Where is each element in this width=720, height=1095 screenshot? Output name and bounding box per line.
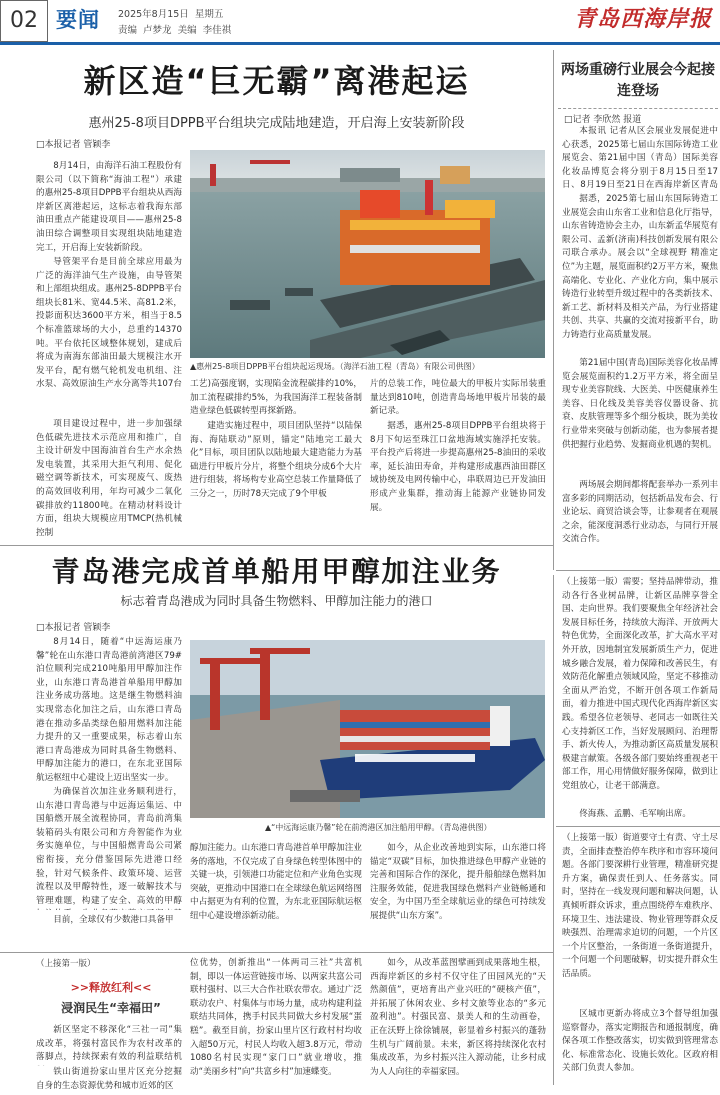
port-para-1: 8月14日，随着“中远海运康乃馨”轮在山东港口青岛港前湾港区79#泊位顺利完成210吨船用甲醇加注作业，山东港口青岛港首单船用甲醇加注业务成功落地。这是继生物燃料油实现常态化加注之后，山东港口青岛港在推动多品类绿色船用燃料加注能力提升的又一重要成果，标志着山东港口青岛港成为同时具备生物燃料、甲醇加注能力的港口，在东北亚国际航运枢纽中心建设上迈出坚实一步。 <box>36 637 182 783</box>
lead-para-5: 建造实施过程中，项目团队坚持“以陆保海、海陆联动”原则，锚定“陆地完工最大化”目标，项目团队以陆地最大建造能力为基础进行甲板片分片，将整个组块分成6个大片进行组装，将场构专业高空总装工作量降低了三分之一，历时78天完成了9个甲板 <box>190 421 362 499</box>
section-name: 要闻 <box>56 8 100 32</box>
expo-para-2: 据悉，2025第七届山东国际铸造工业展览会由山东省工业和信息化厅指导，山东省铸造协会主办，山东新孟华展览有限公司、孟新(济南)科技创新发展有限公司联合承办。展会以“全球视野 精准定位”为主题，展览面积约2万平方米，聚焦高端化、专业化、产业化方向，集中展示铸造行业转型升级过程中的各类新技术、新工艺、新材料及相关产品，为行业搭建共创、共享、共赢的交流对接新平台，助力铸造行业高质量发展。 <box>562 194 718 340</box>
page-number: 02 <box>0 0 48 42</box>
port-photo-caption: ▲“中远海运康乃馨”轮在前湾港区加注船用甲醇。（青岛港供图） <box>265 823 492 832</box>
lead-headline: 新区造“巨无霸”离港起运 <box>83 62 470 100</box>
staff-line <box>118 22 231 36</box>
port-para-5: 如今，从企业改善地到实际，山东港口将锚定“双碳”目标，加快推进绿色甲醇产业链的完善和国际合作的深化，提升船舶绿色燃料加注服务效能，促进我国绿色燃料产业链畅通和安全，为中国乃至全球航运业的绿色可持续发展提供“山东方案”。 <box>370 843 546 921</box>
bottom-para-2: 铁山街道扮家山里片区充分挖掘自身的生态资源优势和城市近郊的区 <box>36 1067 182 1091</box>
bottom-para-3: 位优势，创新推出“一体两司三社”共富机制，即以一体运营链接市场、以两家共富公司联村强村、以三大合作社联农带农。通过广泛联动农户、村集体与市场力量，成功构建利益联结共同体，携手村民共同做大乡村发展“蛋糕”。截至目前，扮家山里片区行政村村均收入超50万元，村民人均收入超3.8万元，带动1080名村民实现“家门口”就业增收，推动“美丽乡村”向“共富乡村”加速蝶变。 <box>190 958 362 1077</box>
lead-para-3: 项目建设过程中，进一步加强绿色低碳先进技术示范应用和推广，自主设计研发中国海油首台生产水余热发电装置，其采用大拒气利用、促化磁空调等新技术，可实现废气、废热的高效回收利用，年均可减少二氧化碳排放约11800吨。在精动材料设计方面，组块大规模应用TMCP(热机械控制 <box>36 419 182 538</box>
designer-name: 李佳祺 <box>202 25 232 36</box>
ship-photo <box>190 640 545 818</box>
port-para-2: 为确保首次加注业务顺利进行，山东港口青岛港与中远海运集运、中国船燃开展全流程协同，青岛前湾集装箱码头有限公司和方舟智能作为业务实施单位，与中国船燃青岛公司紧密衔接，充分借鉴国际先进港口经验，针对气候条件、政策环境、运营流程以及甲醇特性，逐一破解技术与管理难题，构建了安全、高效的甲醇 <box>36 787 182 906</box>
lead-para-2: 导管架平台是目前全球应用最为广泛的海洋油气生产设施，由导管架和上部组块组成。惠州25-8DPPB平台组块长81米、宽44.5米、高81.2米，投影面积达3600平方米，相当于8.5个标准篮球场的大小，总重约14370吨。平台依托区域整体规划，建成后将成为南海东部油田最大规模注水开发平台，配有燃气轮机发电机组、注水泵、高效原油生产水分离等共107台 <box>36 257 182 390</box>
divider <box>0 545 553 546</box>
bottom-title-box <box>36 957 186 1023</box>
continued-story-2: （上接第一版）街道要守土有责、守土尽责，全面排查整治停车秩序和市容环境问题。各部门要深耕行业管理，精准研究提升方案，确保责任到人、任务落实。同时，坚持在一线发现问题和解决问题，认真倾听群众诉求，重点围绕停车难秩序、环境卫生、违法建设、物业管理等群众反映强烈、治理需求迫切的问题，一个片区一个片区整治，一条街道一条街道提升，一个问题一个问题破解，切实提升群众生活品质。 <box>562 833 718 979</box>
editor-name: 卢梦龙 <box>143 25 172 36</box>
expo-headline: 两场重磅行业展会今起接连登场 <box>561 62 715 99</box>
divider <box>556 570 720 571</box>
expo-para-4: 两场展会期间都将配套举办一系列丰富多彩的同期活动，包括新品发布会、行业论坛、商贸洽谈会等，让参观者在观展之余，能深度洞悉行业动态，与同行开展交流合作。 <box>562 480 718 545</box>
port-subheadline: 标志着青岛港成为同时具备生物燃料、甲醇加注能力的港口 <box>120 594 433 608</box>
port-para-3: 目前，全球仅有少数港口具备甲 <box>53 915 174 925</box>
column-divider <box>553 50 554 570</box>
column-divider <box>553 575 554 1085</box>
continued-story-2-end: 区城市更新办将成立3个督导组加强巡察督办，落实定期报告和通报制度，确保各项工作整改落实，切实做到管理常态化、标准常态化、设施长效化。区政府相关部门负责人参加。 <box>562 1009 718 1074</box>
bottom-kicker: >>释放红利<< <box>70 981 152 994</box>
lead-para-7: 据悉，惠州25-8项目DPPB平台组块将于8月下旬运至珠江口盆地海域实施浮托安装。平台投产后将进一步提高惠州25-8油田的采收率，延长油田寿命，并构建形成惠西油田群区域协统及电网传输中心，串联周边已开发油田形成产业集群，推动海上能源产业链协同发展。 <box>370 421 546 513</box>
issue-date-line <box>118 6 223 20</box>
bottom-para-4: 如今，从改革蓝图擘画到成果落地生根，西海岸新区的乡村不仅守住了田园风光的“天然颜值”，更培育出产业兴旺的“硬核产值”，并拓展了休闲农业、乡村文旅等业态的“多元盈利池”。村强民富、景美人和的生动画卷，正在沃野上徐徐铺展，彰显着乡村振兴的蓬勃生机与广阔前景。未来，新区将持续深化农村集成改革，为乡村振兴注入源动能，让乡村成为人人向往的幸福家园。 <box>370 958 546 1077</box>
bottom-headline: 浸润民生“幸福田” <box>61 1001 161 1015</box>
divider <box>556 826 720 827</box>
port-headline: 青岛港完成首单船用甲醇加注业务 <box>51 555 502 588</box>
header-rule <box>0 42 720 45</box>
lead-subheadline: 惠州25-8项目DPPB平台组块完成陆地建造，开启海上安装新阶段 <box>88 116 465 131</box>
editor-label: 责编 <box>118 25 138 36</box>
lead-byline: □本报记者 管颖李 <box>36 140 111 150</box>
continued-story-1-attendees: 佟海燕、孟鹏、毛军响出席。 <box>579 809 691 819</box>
platform-illustration <box>190 150 545 358</box>
ship-illustration <box>190 640 545 818</box>
lead-para-1: 8月14日，由海洋石油工程股份有限公司（以下简称“海油工程”）承建的惠州25-8项目DPPB平台组块从西海岸新区离港起运，这标志着我海东部油田重点产能建设项目——惠州25-8油田综合调整项目实现组块陆地建造完工，开启海上安装新阶段。 <box>36 161 182 253</box>
issue-weekday: 星期五 <box>194 9 224 20</box>
lead-para-6: 片的总装工作，吨位最大的甲板片实际吊装重量达到810吨，创造青岛场地甲板片吊装的最新记录。 <box>370 379 546 417</box>
divider <box>0 952 553 953</box>
issue-date: 2025年8月15日 <box>118 9 189 20</box>
divider <box>558 108 718 109</box>
bottom-para-1: 新区坚定不移深化“三社一司”集成改革，将强村富民作为农村改革的落脚点，持续探索有效的利益联结机 <box>36 1025 182 1063</box>
port-byline: □本报记者 管颖李 <box>36 623 111 633</box>
expo-byline: □记者 李欣然 报道 <box>564 115 642 125</box>
bottom-continued-tag: （上接第一版） <box>36 959 96 969</box>
platform-photo <box>190 150 545 358</box>
port-para-4: 醇加注能力。山东港口青岛港首单甲醇加注业务的落地，不仅完成了自身绿色转型体图中的关键一块，引领港口功能定位和产业角色实现突破，更推动中国港口在全球绿色航运网络图中占据更为有利的位置，为东北亚国际航运枢纽中心建设增添新动能。 <box>190 843 362 921</box>
lead-photo-caption: ▲惠州25-8项目DPPB平台组块起运现场。（海洋石油工程（青岛）有限公司供图） <box>190 362 480 371</box>
expo-para-3: 第21届中国(青岛)国际美容化妆品博览会展览面积约1.2万平方米，将全面呈现专业美容院线、大医美、中医健康养生美容、日化线及美容美容仪器设备、抗衰、皮肤管理等多个细分板块，既为美妆行业带来突破与创新动能，也为参展者提供把握行业趋势、发掘商业机遇的契机。 <box>562 358 718 450</box>
lead-para-4: 工艺)高强度钢，实现陷金流程碳排约10%，加工流程碳排约5%，为我国海洋工程装备制造业绿色低碳转型再探新路。 <box>190 379 362 417</box>
newspaper-logo: 青岛西海岸报 <box>574 6 713 32</box>
expo-para-1: 本报讯 记者从区会展业发展促进中心获悉，2025第七届山东国际铸造工业展览会、第21届中国（青岛）国际美容化妆品博览会将分别于8月15日至17日、8月19日至21日在西海岸新区青岛 <box>562 126 718 191</box>
continued-story-1: （上接第一版）需要；坚持品牌带动，推动各行各业树品牌，让新区品牌享誉全国、走向世界。我们要聚焦全年经济社会发展目标任务，持续放大海洋、开放两大特色优势，全面深化改革，扩大高水平对外开放，因地制宜发展新质生产力，促进城乡融合发展，着力保障和改善民生，有效防范化解重点领域风险，坚定不移推动全面从严治党，不断开创各项工作新局面，着力推进中国式现代化西海岸新区实践。希望各位老领导、老同志一如既往关心支持新区工作，当好发展顾问、治理帮手、新火传人，为推动新区高质量发展积极建言献策。各级各部门要始终重视老干部工作，用心用情做好服务保障，做到让党组放心，让老干部满意。 <box>562 577 718 791</box>
designer-label: 美编 <box>177 25 197 36</box>
